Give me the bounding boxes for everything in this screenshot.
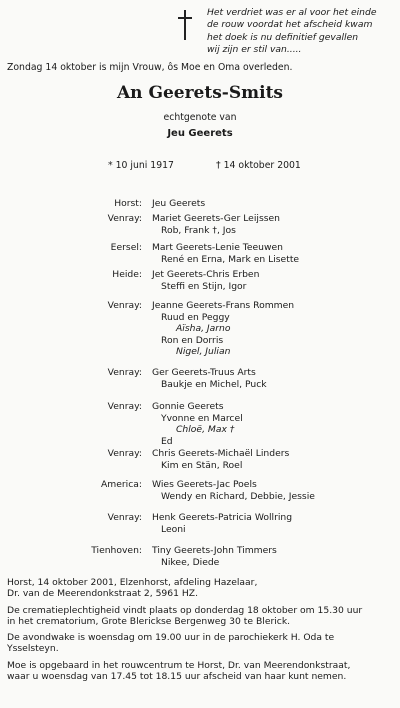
family-member-line: Henk Geerets-Patricia Wollring bbox=[152, 512, 293, 523]
family-member-line: Jet Geerets-Chris Erben bbox=[152, 269, 260, 280]
family-member-line: Ruud en Peggy bbox=[161, 311, 230, 323]
family-place: Venray: bbox=[107, 300, 142, 311]
family-member-line: Wies Geerets-Jac Poels bbox=[152, 479, 257, 490]
cross-icon bbox=[176, 10, 194, 40]
intro-text: Zondag 14 oktober is mijn Vrouw, ôs Moe en Oma overleden. bbox=[7, 62, 293, 73]
family-member-line: Nigel, Julian bbox=[176, 346, 231, 358]
family-place: America: bbox=[101, 479, 142, 490]
family-member-line: Baukje en Michel, Puck bbox=[161, 378, 267, 390]
family-place: Tienhoven: bbox=[91, 545, 142, 556]
family-member-line: Gonnie Geerets bbox=[152, 401, 224, 412]
death-date: † 14 oktober 2001 bbox=[216, 160, 301, 171]
family-place: Venray: bbox=[107, 448, 142, 459]
family-member-line: Aïsha, Jarno bbox=[176, 323, 231, 335]
poem-line: de rouw voordat het afscheid kwam bbox=[207, 19, 373, 31]
family-place: Venray: bbox=[107, 512, 142, 523]
family-place: Horst: bbox=[114, 198, 142, 209]
family-member-line: Nikee, Diede bbox=[161, 556, 220, 568]
family-member-line: Jeanne Geerets-Frans Rommen bbox=[152, 300, 295, 311]
family-member-line: Mariet Geerets-Ger Leijssen bbox=[152, 213, 280, 224]
family-place: Venray: bbox=[107, 401, 142, 412]
family-place: Venray: bbox=[107, 367, 142, 378]
family-member-line: Mart Geerets-Lenie Teeuwen bbox=[152, 242, 283, 253]
family-member-line: Ger Geerets-Truus Arts bbox=[152, 367, 256, 378]
footer-cremation: De crematieplechtigheid vindt plaats op donderdag 18 oktober om 15.30 uur in het crematorium, Grote Blerickse Bergenweg 30 te Blerick. bbox=[7, 604, 363, 627]
family-member-line: Chris Geerets-Michaël Linders bbox=[152, 448, 290, 459]
family-member-line: Steffi en Stijn, Igor bbox=[161, 280, 247, 292]
family-member-line: Rob, Frank †, Jos bbox=[161, 224, 236, 236]
family-member-line: Chloë, Max † bbox=[176, 424, 235, 436]
family-place: Venray: bbox=[107, 213, 142, 224]
poem-line: Het verdriet was er al voor het einde bbox=[207, 7, 377, 18]
deceased-name: An Geerets-Smits bbox=[116, 83, 283, 103]
spouse-name: Jeu Geerets bbox=[167, 128, 233, 139]
family-member-line: Kim en Stän, Roel bbox=[161, 459, 243, 471]
family-member-line: Ed bbox=[161, 435, 173, 447]
family-member-line: Yvonne en Marcel bbox=[161, 412, 243, 424]
family-member-line: Wendy en Richard, Debbie, Jessie bbox=[161, 490, 315, 502]
family-place: Heide: bbox=[112, 269, 142, 280]
footer-vigil: De avondwake is woensdag om 19.00 uur in de parochiekerk H. Oda te Ysselsteyn. bbox=[7, 632, 335, 655]
birth-date: * 10 juni 1917 bbox=[108, 160, 174, 171]
family-place: Eersel: bbox=[110, 242, 142, 253]
family-member-line: René en Erna, Mark en Lisette bbox=[161, 253, 300, 265]
poem-line: het doek is nu definitief gevallen bbox=[207, 31, 359, 43]
poem-line: wij zijn er stil van..... bbox=[207, 43, 302, 55]
family-member-line: Jeu Geerets bbox=[152, 198, 206, 209]
poem bbox=[207, 7, 395, 56]
family-member-line: Ron en Dorris bbox=[161, 334, 224, 346]
spouse-label: echtgenote van bbox=[163, 112, 237, 123]
footer-viewing: Moe is opgebaard in het rouwcentrum te Horst, Dr. van Meerendonkstraat, waar u woensdag van 17.45 tot 18.15 uur afscheid van haar kunt nemen. bbox=[7, 659, 351, 683]
family-member-line: Tiny Geerets-John Timmers bbox=[152, 545, 277, 556]
footer-info bbox=[7, 577, 397, 687]
family-member-line: Leoni bbox=[161, 523, 186, 535]
footer-address: Horst, 14 oktober 2001, Elzenhorst, afdeling Hazelaar, Dr. van de Meerendonkstraat 2, 5961 HZ. bbox=[7, 577, 258, 600]
